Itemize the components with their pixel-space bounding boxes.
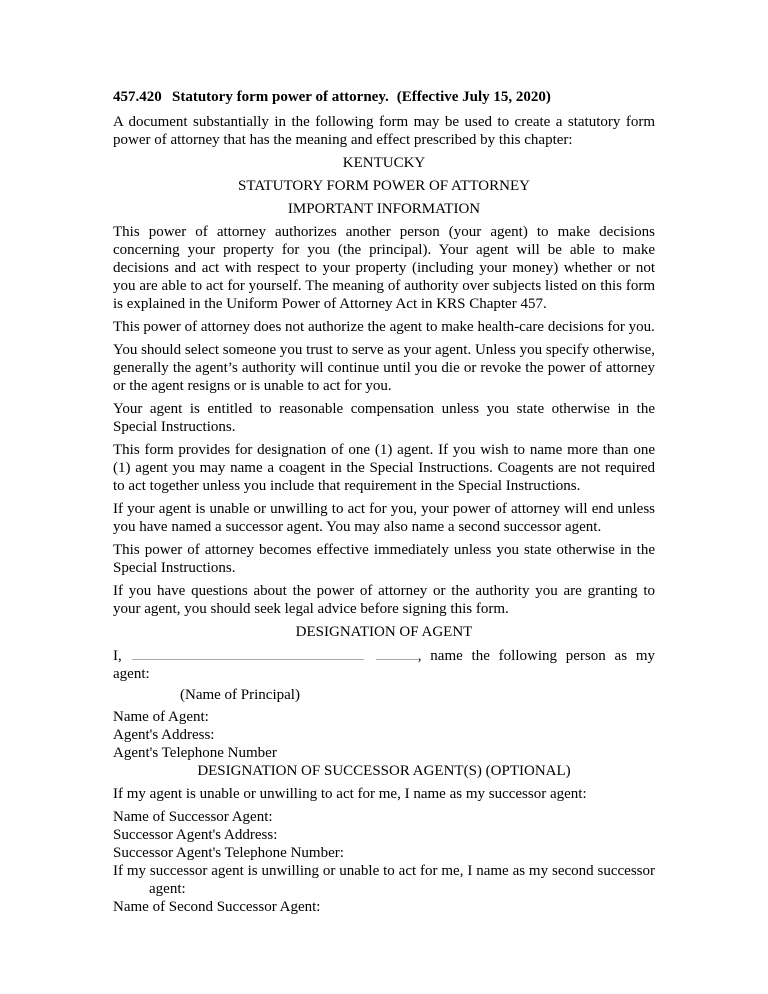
second-successor-name-label: Name of Second Successor Agent: — [113, 899, 321, 915]
paragraph-authorizes: This power of attorney authorizes another person (your agent) to make decisions concerning your property for you (the principal). Your agent will be able to make decisions and act with respect to your property (including your money) whether or not you are able to act for yourself. The meaning of authority over subjects listed on this form is explained in the Uniform Power of Attorney Act in KRS Chapter 457. — [113, 224, 655, 312]
paragraph-questions: If you have questions about the power of attorney or the authority you are granting to your agent, you should seek legal advice before signing this form. — [113, 583, 655, 617]
heading-designation-of-successor: DESIGNATION OF SUCCESSOR AGENT(S) (OPTIONAL) — [197, 763, 571, 779]
principal-name-blank — [132, 646, 364, 660]
successor-address-label: Successor Agent's Address: — [113, 827, 278, 843]
effective-date: (Effective July 15, 2020) — [396, 89, 551, 105]
heading-designation-of-agent: DESIGNATION OF AGENT — [295, 624, 473, 640]
heading-form-title: STATUTORY FORM POWER OF ATTORNEY — [238, 178, 530, 194]
statute-number: 457.420 — [113, 89, 162, 105]
paragraph-effective: This power of attorney becomes effective immediately unless you state otherwise in the Special Instructions. — [113, 542, 655, 576]
heading-kentucky: KENTUCKY — [342, 155, 426, 171]
principal-name-line — [113, 646, 655, 683]
principal-name-blank-short — [376, 646, 418, 660]
principal-caption: (Name of Principal) — [180, 687, 300, 703]
statute-heading — [113, 88, 655, 106]
intro-paragraph: A document substantially in the following form may be used to create a statutory form power of attorney that has the meaning and effect prescribed by this chapter: — [113, 114, 655, 148]
paragraph-healthcare: This power of attorney does not authorize the agent to make health-care decisions for you. — [113, 319, 655, 335]
paragraph-one-agent: This form provides for designation of one (1) agent. If you wish to name more than one (1) agent you may name a coagent in the Special Instructions. Coagents are not required to act together unless you include that requirement in the Special Instructions. — [113, 442, 655, 494]
paragraph-compensation: Your agent is entitled to reasonable compensation unless you state otherwise in the Special Instructions. — [113, 401, 655, 435]
paragraph-successor: If your agent is unable or unwilling to act for you, your power of attorney will end unless you have named a successor agent. You may also name a second successor agent. — [113, 501, 655, 535]
paragraph-select-agent: You should select someone you trust to serve as your agent. Unless you specify otherwise, generally the agent’s authority will continue until you die or revoke the power of attorney or the agent resigns or is unable to act for you. — [113, 342, 655, 394]
i-prefix: I, — [113, 648, 122, 664]
second-successor-intro: If my successor agent is unwilling or unable to act for me, I name as my second successor agent: — [113, 863, 655, 897]
statute-title: Statutory form power of attorney. — [172, 89, 389, 105]
agent-phone-label: Agent's Telephone Number — [113, 745, 277, 761]
agent-address-label: Agent's Address: — [113, 727, 215, 743]
successor-phone-label: Successor Agent's Telephone Number: — [113, 845, 344, 861]
after-blanks-text: , name the following person as my agent: — [113, 648, 655, 682]
successor-intro: If my agent is unable or unwilling to act for me, I name as my successor agent: — [113, 786, 587, 802]
successor-name-label: Name of Successor Agent: — [113, 809, 273, 825]
heading-important-information: IMPORTANT INFORMATION — [287, 201, 481, 217]
agent-name-label: Name of Agent: — [113, 709, 209, 725]
